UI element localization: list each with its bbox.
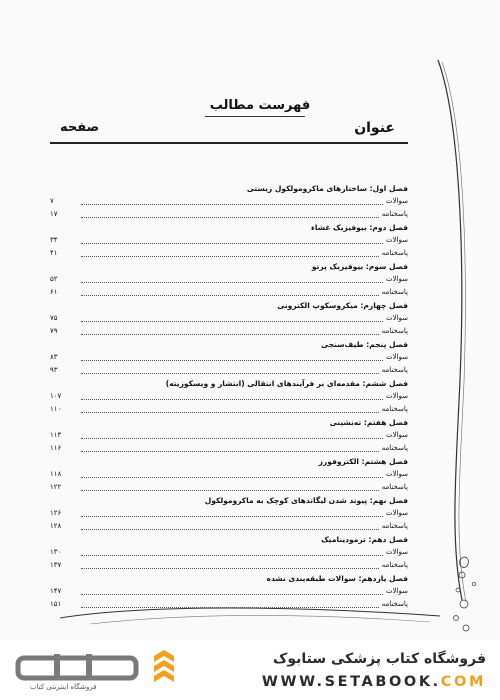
chapter-title[interactable]: فصل یازدهم: سوالات طبقه‌بندی نشده [266,574,408,583]
page-number: ۱۳۰ [50,548,62,556]
header-divider [50,142,408,144]
page-number: ۱۴۷ [50,587,62,595]
dot-leader [81,438,383,439]
toc-chapter [48,455,408,494]
toc-chapter [48,260,408,299]
toc-entry-row[interactable] [48,208,408,221]
page-number: ۹۳ [50,366,58,374]
page-number: ۷۵ [50,314,58,322]
page-number: ۷ [50,197,54,205]
toc-entry-row[interactable] [48,442,408,455]
toc-chapter [48,494,408,533]
page-number: ۶۱ [50,288,58,296]
entry-label: سوالات [385,236,408,244]
toc-entry-row[interactable] [48,585,408,598]
page-number: ۸۳ [50,353,58,361]
entry-label: سوالات [385,431,408,439]
toc-entry-row[interactable] [48,481,408,494]
dot-leader [81,295,379,296]
toc-entry-row[interactable] [48,598,408,611]
chapter-title[interactable]: فصل پنجم: طیف‌سنجی [321,340,408,349]
column-header-page: صفحه [60,120,100,135]
chapter-title[interactable]: فصل اول: ساختارهای ماکرومولکول زیستی [246,184,408,193]
toc-chapter [48,377,408,416]
toc-chapter [48,338,408,377]
toc-chapter [48,572,408,611]
toc-entry-row[interactable] [48,247,408,260]
dot-leader [81,399,383,400]
toc-entry-row[interactable] [48,234,408,247]
page-number: ۱۱۴ [50,431,62,439]
page-number: ۴۱ [50,249,58,257]
toc-entry-row[interactable] [48,468,408,481]
dot-leader [81,568,379,569]
page-number: ۳۴ [50,236,58,244]
page-number: ۱۰۷ [50,392,62,400]
page-number: ۱۱۶ [50,444,62,452]
chapter-title[interactable]: فصل سوم: بیوفیزیک پرتو [311,262,408,271]
dot-leader [81,282,383,283]
entry-label: پاسخنامه [381,522,408,530]
page-number: ۱۱۸ [50,470,62,478]
toc-chapter [48,221,408,260]
toc-entry-row[interactable] [48,403,408,416]
toc-entry-row[interactable] [48,520,408,533]
page-curl-decoration [420,0,500,640]
store-logo[interactable] [14,650,164,692]
chapter-title[interactable]: فصل دوم: بیوفیزیک غشاء [311,223,408,232]
logo-wordmark [14,650,144,684]
entry-label: سوالات [385,509,408,517]
column-header-title: عنوان [354,120,395,136]
title-underline [205,116,305,117]
toc-entry-row[interactable] [48,390,408,403]
page-number: ۱۲۸ [50,522,62,530]
store-name: فروشگاه کتاب پزشکی ستابوک [273,651,486,667]
dot-leader [81,334,379,335]
entry-label: پاسخنامه [381,483,408,491]
toc-entry-row[interactable] [48,429,408,442]
chapter-title[interactable]: فصل ششم: مقدمه‌ای بر فرآیندهای انتقالی (انتشار و ویسکوزیته) [165,379,408,388]
dot-leader [81,490,379,491]
dot-leader [81,516,383,517]
toc-chapter [48,416,408,455]
toc-entry-row[interactable] [48,325,408,338]
dot-leader [81,555,383,556]
page-number: ۱۲۶ [50,509,62,517]
entry-label: پاسخنامه [381,327,408,335]
logo-chevron-icon [152,650,176,690]
chapter-title[interactable]: فصل هشتم: الکتروفورز [318,457,408,466]
toc-chapter [48,299,408,338]
page-number: ۵۲ [50,275,58,283]
entry-label: سوالات [385,275,408,283]
dot-leader [81,217,379,218]
url-main: WWW.SETABOOK. [261,674,441,690]
dot-leader [81,529,379,530]
chapter-title[interactable]: فصل هفتم: ته‌نشینی [329,418,408,427]
entry-label: سوالات [385,548,408,556]
toc-title: فهرست مطالب [209,98,311,113]
chapter-title[interactable]: فصل نهم: پیوند شدن لیگاندهای کوچک به ماکرومولکول [204,496,408,505]
dot-leader [81,594,383,595]
entry-label: پاسخنامه [381,561,408,569]
toc-entry-row[interactable] [48,559,408,572]
entry-label: پاسخنامه [381,405,408,413]
dot-leader [81,477,383,478]
entry-label: سوالات [385,470,408,478]
entry-label: پاسخنامه [381,249,408,257]
page-number: ۷۹ [50,327,58,335]
toc-entry-row[interactable] [48,195,408,208]
page-number: ۱۱۰ [50,405,62,413]
dot-leader [81,321,383,322]
toc-entry-row[interactable] [48,507,408,520]
toc-entry-row[interactable] [48,351,408,364]
logo-subtitle: فروشگاه اینترنتی کتاب [30,683,97,691]
entry-label: سوالات [385,392,408,400]
page-number: ۱۲۲ [50,483,62,491]
dot-leader [81,373,379,374]
entry-label: سوالات [385,197,408,205]
store-url-link[interactable] [262,674,486,690]
toc-entry-row[interactable] [48,273,408,286]
entry-label: سوالات [385,587,408,595]
dot-leader [81,204,383,205]
dot-leader [81,412,379,413]
page-number: ۱۳۷ [50,561,62,569]
toc-chapter [48,182,408,221]
url-domain: COM [440,674,486,690]
entry-label: سوالات [385,314,408,322]
chapter-title[interactable]: فصل دهم: ترمودینامیک [321,535,408,544]
page-number: ۱۵۱ [50,600,62,608]
dot-leader [81,451,379,452]
toc-list [48,182,408,611]
dot-leader [81,360,383,361]
entry-label: سوالات [385,353,408,361]
toc-entry-row[interactable] [48,286,408,299]
entry-label: پاسخنامه [381,444,408,452]
dot-leader [81,256,379,257]
entry-label: پاسخنامه [381,288,408,296]
chapter-title[interactable]: فصل چهارم: میکروسکوپ الکترونی [277,301,408,310]
entry-label: پاسخنامه [381,600,408,608]
entry-label: پاسخنامه [381,210,408,218]
toc-entry-row[interactable] [48,546,408,559]
dot-leader [81,607,379,608]
toc-entry-row[interactable] [48,312,408,325]
page-number: ۱۷ [50,210,58,218]
dot-leader [81,243,383,244]
toc-chapter [48,533,408,572]
entry-label: پاسخنامه [381,366,408,374]
toc-entry-row[interactable] [48,364,408,377]
